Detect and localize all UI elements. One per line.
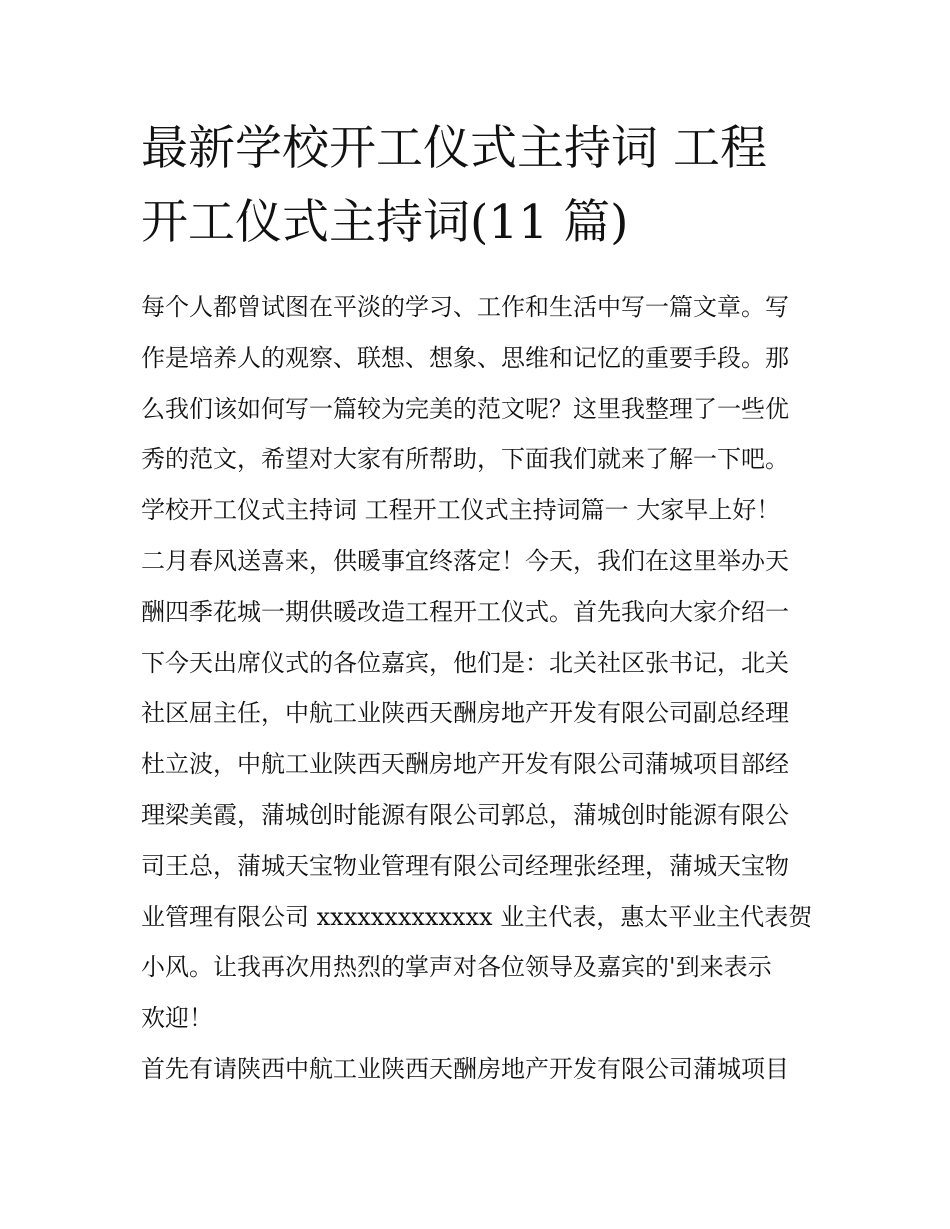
body-line: 司王总，蒲城天宝物业管理有限公司经理张经理，蒲城天宝物 xyxy=(141,851,789,880)
body-line: 作是培养人的观察、联想、想象、思维和记忆的重要手段。那 xyxy=(141,343,789,372)
document-body xyxy=(141,282,821,1095)
body-line: 小风。让我再次用热烈的掌声对各位领导及嘉宾的'到来表示 xyxy=(141,953,772,982)
body-line: 首先有请陕西中航工业陕西天酬房地产开发有限公司蒲城项目 xyxy=(141,1054,789,1083)
body-line: 理梁美霞，蒲城创时能源有限公司郭总，蒲城创时能源有限公 xyxy=(141,800,789,829)
body-line: 社区屈主任，中航工业陕西天酬房地产开发有限公司副总经理 xyxy=(141,699,789,728)
body-line: 杜立波，中航工业陕西天酬房地产开发有限公司蒲城项目部经 xyxy=(141,750,789,779)
body-line: 下今天出席仪式的各位嘉宾，他们是：北关社区张书记，北关 xyxy=(141,648,789,677)
body-line: 学校开工仪式主持词 工程开工仪式主持词篇一 大家早上好！ xyxy=(141,496,781,525)
title-line: 开工仪式主持词(11 篇) xyxy=(141,195,629,250)
body-line: 欢迎！ xyxy=(141,1004,213,1033)
body-line: 秀的范文，希望对大家有所帮助，下面我们就来了解一下吧。 xyxy=(141,445,789,474)
body-line: 二月春风送喜来，供暖事宜终落定！今天，我们在这里举办天 xyxy=(141,546,789,575)
document-title xyxy=(141,112,821,260)
body-line: 每个人都曾试图在平淡的学习、工作和生活中写一篇文章。写 xyxy=(141,293,789,321)
body-line: 业管理有限公司 xxxxxxxxxxxxx 业主代表，惠太平业主代表贺 xyxy=(141,902,813,931)
body-line: 么我们该如何写一篇较为完美的范文呢？这里我整理了一些优 xyxy=(141,394,789,423)
body-line: 酬四季花城一期供暖改造工程开工仪式。首先我向大家介绍一 xyxy=(141,597,789,626)
title-line: 最新学校开工仪式主持词 工程 xyxy=(141,121,767,176)
